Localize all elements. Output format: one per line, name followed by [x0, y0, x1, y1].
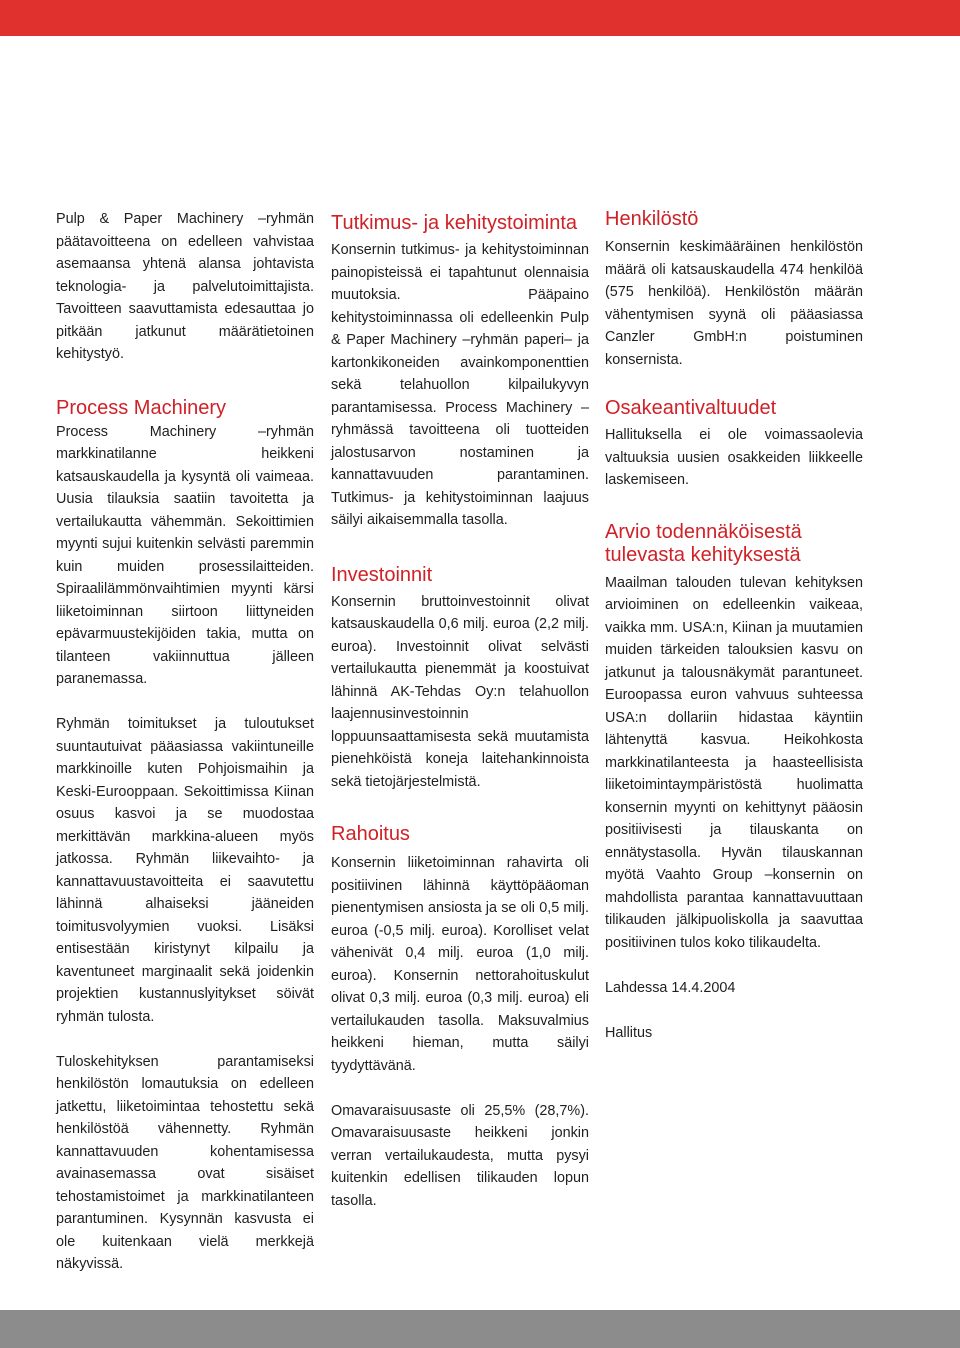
signature-line: Hallitus — [605, 1024, 653, 1041]
share-issue-paragraph: Hallituksella ei ole voimassaolevia valtuuksia uusien osakkeiden liikkeelle laskemiseen. — [605, 427, 863, 488]
personnel-paragraph: Konsernin keskimääräinen henkilöstön määrä oli katsauskaudella 474 henkilöä (575 henkilöä). Henkilöstön määrän vähentymisen syynä oli pääasiassa Canzler GmbH:n poistuminen konsernista. — [605, 239, 863, 368]
process-machinery-paragraph: Process Machinery –ryhmän markkinatilanne heikkeni katsauskaudella ja kysyntä oli vaimeaa. Uusia tilauksia saatiin tavoitetta ja vertailukautta vähemmän. Sekoittimien myynti sujui kuitenkin selvästi paremmin kuin muiden prosessilaitteiden. Spiraalilämmönvaihtimien myynti kärsi liiketoiminnan siirtoon liittyneiden epävarmuustekijöiden takia, mutta on tilanteen vakiinnuttua jälleen paranemassa. — [56, 423, 314, 687]
intro-paragraph: Pulp & Paper Machinery –ryhmän päätavoitteena on edelleen vahvistaa asemaansa yhtenä alansa johtavista teknologia- ja palvelutoimittajista. Tavoitteen saavuttamista edesauttaa jo pitkään jatkunut määrätietoinen kehitystyö. — [56, 211, 314, 362]
deliveries-paragraph: Ryhmän toimitukset ja tuloutukset suuntautuivat pääasiassa vakiintuneille markkinoille kuten Pohjoismaihin ja Keski-Eurooppaan. Sekoittimissa Kiinan osuus kasvoi ja se muodostaa merkittävän markkina-alueen myös jatkossa. Ryhmän liikevaihto- ja kannattavuustavoitteita ei saavutettu lähinnä alhaiseksi jääneiden toimitusvolyymien vuoksi. Lisäksi entisestään kiristynyt kilpailu ja kaventuneet marginaalit sekä joidenkin projektien kustannuslyitykset söivät ryhmän tulosta. — [56, 716, 314, 1025]
heading-process-machinery: Process Machinery — [56, 396, 227, 419]
bottom-gray-bar — [0, 1310, 960, 1348]
heading-outlook: Arvio todennäköisestä tulevasta kehityksestä — [605, 520, 802, 566]
equity-ratio-paragraph: Omavaraisuusaste oli 25,5% (28,7%). Omavaraisuusaste heikkeni jonkin verran vertailukaudesta, mutta pysyi kuitenkin edellisen tilikauden lopun tasolla. — [331, 1102, 589, 1209]
heading-financing: Rahoitus — [331, 823, 410, 845]
improvement-paragraph: Tuloskehityksen parantamiseksi henkilöstön lomautuksia on edelleen jatkettu, liiketoimintaa tehostettu sekä henkilöstöä vähennetty. Ryhmän kannattavuuden kohentamisessa avainasemassa ovat sisäiset tehostamistoimet ja markkinatilanteen parantuminen. Kysynnän kasvusta ei ole kuitenkaan vielä merkkejä näkyvissä. — [56, 1053, 314, 1272]
outlook-paragraph: Maailman talouden tulevan kehityksen arvioiminen on edelleenkin vaikeaa, vaikka mm. USA:n, Kiinan ja muutamien muiden tärkeiden talouksien kasvu on jatkunut ja talousnäkymät parantuneet. Euroopassa euron vahvuus suhteessa USA:n dollariin hidastaa käyntiin lähtenyttä kasvua. Heikohkosta markkinatilanteesta ja haasteellisista liiketoimintaympäristöstä huolimatta konsernin myynti on kehittynyt pääosin positiivisesti ja tilauskanta on ennätystasolla. Hyvän tilauskannan myötä Vaahto Group –konsernin on mahdollista parantaa kannattavuuttaan tilikauden jälkipuoliskolla ja saavuttaa positiivinen tulos koko tilikaudelta. — [605, 574, 863, 951]
date-line: Lahdessa 14.4.2004 — [605, 979, 736, 996]
column-left — [56, 208, 314, 1276]
heading-investments: Investoinnit — [331, 563, 433, 586]
financing-paragraph: Konsernin liiketoiminnan rahavirta oli positiivinen lähinnä käyttöpääoman pienentymisen ansiosta ja se oli 0,5 milj. euroa (-0,5 milj. euroa). Korolliset velat vähenivät 0,4 milj. euroa (1,0 milj. euroa). Konsernin nettorahoituskulut olivat 0,3 milj. euroa (0,3 milj. euroa) eli vertailukauden tasolla. Maksuvalmius heikkeni hieman, mutta säilyi tyydyttävänä. — [331, 855, 589, 1074]
research-paragraph: Konsernin tutkimus- ja kehitystoiminnan painopisteissä ei tapahtunut olennaisia muutoksia. Pääpaino kehitystoiminnassa oli edelleenkin Pulp & Paper Machinery –ryhmän paperi– ja kartonkikoneiden avainkomponenttien sekä telahuollon kilpailukyvyn parantamisessa. Process Machinery –ryhmässä tavoitteena oli tuotteiden jalostusarvon nostaminen ja kannattavuuden parantaminen. Tutkimus- ja kehitystoiminnan laajuus säilyi aikaisemmalla tasolla. — [331, 242, 589, 528]
top-accent-bar — [0, 0, 960, 36]
heading-personnel: Henkilöstö — [605, 208, 699, 230]
heading-share-issue: Osakeantivaltuudet — [605, 397, 777, 419]
heading-research: Tutkimus- ja kehitystoiminta — [331, 212, 577, 234]
investments-paragraph: Konsernin bruttoinvestoinnit olivat katsauskaudella 0,6 milj. euroa (2,2 milj. euroa). Investoinnit olivat selvästi vertailukautta pienemmät ja koostuivat lähinnä AK-Tehdas Oy:n telahuollon laajennusinvestoinnin loppuunsaattamisesta sekä muutamista pienehköistä koneja laitehankinnoista sekä tietojärjestelmistä. — [331, 593, 589, 790]
column-right — [605, 208, 863, 1044]
column-middle — [331, 208, 589, 1212]
